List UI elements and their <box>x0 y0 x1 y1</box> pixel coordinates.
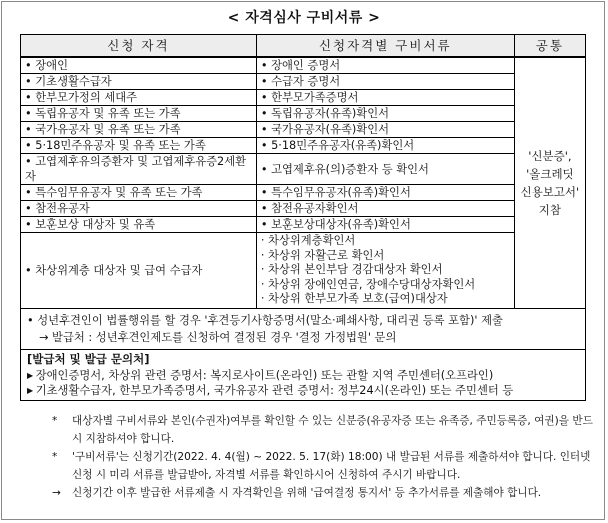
footnote-mark: * <box>52 415 58 427</box>
guardian-note-row <box>21 308 586 349</box>
document-text: · 차상위 한부모가족 보호(급여)대상자 <box>261 292 510 307</box>
table-row <box>21 217 586 233</box>
guardian-note-cell <box>21 308 586 349</box>
document-text: · 차상위 본인부담 경감대상자 확인서 <box>261 263 510 278</box>
table-row <box>21 154 586 185</box>
document-cell <box>256 74 514 90</box>
document-text: • 참전유공자확인서 <box>261 201 510 216</box>
footnote-text: 신청기간 이후 발급한 서류제출 시 자격확인을 위해 '급여결정 통지서' 등 추가서류를 제출해야 합니다. <box>72 487 542 499</box>
document-cell <box>256 90 514 106</box>
issuer-info-title: [발급처 및 발급 문의처] <box>27 351 150 366</box>
table-row <box>21 57 586 74</box>
document-cell <box>256 233 514 309</box>
document-text: • 국가유공자(유족)확인서 <box>261 122 510 137</box>
common-cell <box>514 57 585 308</box>
qualification-cell <box>21 217 257 233</box>
document-cell <box>256 122 514 138</box>
qualification-cell <box>21 138 257 154</box>
qualification-cell <box>21 90 257 106</box>
document-cell <box>256 138 514 154</box>
header-qualification: 신청 자격 <box>21 35 257 58</box>
issuer-info-cell <box>21 349 586 400</box>
footnote <box>52 448 597 484</box>
common-line: 신용보고서' <box>520 184 580 199</box>
qualification-cell <box>21 106 257 122</box>
guardian-issuer: → 발급처 : 성년후견인제도를 신청하여 결정된 경우 '결정 가정법원' 문의 <box>39 330 397 344</box>
document-cell <box>256 185 514 201</box>
common-line: 지참 <box>538 202 561 217</box>
qualification-text: • 장애인 <box>25 58 252 73</box>
qualification-text: • 보훈보상 대상자 및 유족 <box>25 217 252 232</box>
documents-table <box>20 34 586 401</box>
table-row <box>21 138 586 154</box>
document-text: · 차상위계층확인서 <box>261 234 510 249</box>
table-row <box>21 185 586 201</box>
qualification-text: • 차상위계층 대상자 및 급여 수급자 <box>25 263 252 278</box>
issuer-info-line: ▶ 기초생활수급자, 한부모가족증명서, 국가유공자 관련 증명서: 정부24시(온라인) 또는 주민센터 등 <box>27 383 579 398</box>
qualification-cell <box>21 122 257 138</box>
qualification-text: • 국가유공자 및 유족 또는 가족 <box>25 122 252 137</box>
common-line: '신분증', <box>528 148 572 163</box>
qualification-text: • 한부모가정의 세대주 <box>25 90 252 105</box>
footnote-text: 대상자별 구비서류와 본인(수권자)여부를 확인할 수 있는 신분증(유공자증 또는 유족증, 주민등록증, 여권)을 반드시 지참하셔야 합니다. <box>72 415 593 445</box>
table-row <box>21 201 586 217</box>
footnote <box>52 412 597 448</box>
header-common: 공통 <box>514 35 585 58</box>
qualification-text: • 5·18민주유공자 및 유족 또는 가족 <box>25 138 252 153</box>
qualification-cell <box>21 74 257 90</box>
document-cell <box>256 57 514 74</box>
qualification-cell <box>21 154 257 185</box>
guardian-note: • 성년후견인이 법률행위를 할 경우 '후견등기사항증명서(말소·폐쇄사항, 대리권 등록 포함)' 제출 <box>27 312 579 329</box>
document-text: • 수급자 증명서 <box>261 74 510 89</box>
qualification-text: • 기초생활수급자 <box>25 74 252 89</box>
qualification-text: • 특수임무유공자 및 유족 또는 가족 <box>25 185 252 200</box>
issuer-info-row <box>21 349 586 400</box>
qualification-text: • 고엽제후유의증환자 및 고엽제후유증2세환자 <box>25 154 252 184</box>
footnote-mark: * <box>52 451 58 463</box>
document-cell <box>256 106 514 122</box>
qualification-text: • 독립유공자 및 유족 또는 가족 <box>25 106 252 121</box>
table-row <box>21 122 586 138</box>
document-text: • 특수임무유공자(유족)확인서 <box>261 185 510 200</box>
document-text: • 5·18민주유공자(유족)확인서 <box>261 138 510 153</box>
qualification-cell <box>21 185 257 201</box>
qualification-cell <box>21 233 257 309</box>
page-title: < 자격심사 구비서류 > <box>227 10 381 26</box>
footnotes <box>52 412 597 502</box>
footnote <box>52 484 597 502</box>
qualification-cell <box>21 57 257 74</box>
document-text: · 차상위 장애인연금, 장애수당대상자확인서 <box>261 278 510 293</box>
common-line: '올크레딧 <box>526 166 574 181</box>
footnote-mark: → <box>52 487 61 499</box>
document-text: · 차상위 자활근로 확인서 <box>261 249 510 264</box>
footnote-text: '구비서류'는 신청기간(2022. 4. 4(월) ~ 2022. 5. 17(화) 18:00) 내 발급된 서류를 제출하셔야 합니다. 인터넷 신청 시 미리 서류를 발급받아, 자격별 서류를 확인하시어 신청하여 주시기 바랍니다. <box>72 451 591 481</box>
table-row <box>21 233 586 309</box>
document-text: • 한부모가족증명서 <box>261 90 510 105</box>
document-cell <box>256 154 514 185</box>
document-text: • 고엽제후유(의)증환자 등 확인서 <box>261 162 510 177</box>
document-text: • 보훈보상대상자(유족)확인서 <box>261 217 510 232</box>
header-documents: 신청자격별 구비서류 <box>256 35 514 58</box>
issuer-info-line: ▶ 장애인증명서, 차상위 관련 증명서: 복지로사이트(온라인) 또는 관할 지역 주민센터(오프라인) <box>27 368 579 383</box>
document-text: • 독립유공자(유족)확인서 <box>261 106 510 121</box>
qualification-cell <box>21 201 257 217</box>
document-text: • 장애인 증명서 <box>261 58 510 73</box>
document-cell <box>256 217 514 233</box>
table-row <box>21 74 586 90</box>
qualification-text: • 참전유공자 <box>25 201 252 216</box>
table-row <box>21 106 586 122</box>
document-cell <box>256 201 514 217</box>
table-row <box>21 90 586 106</box>
